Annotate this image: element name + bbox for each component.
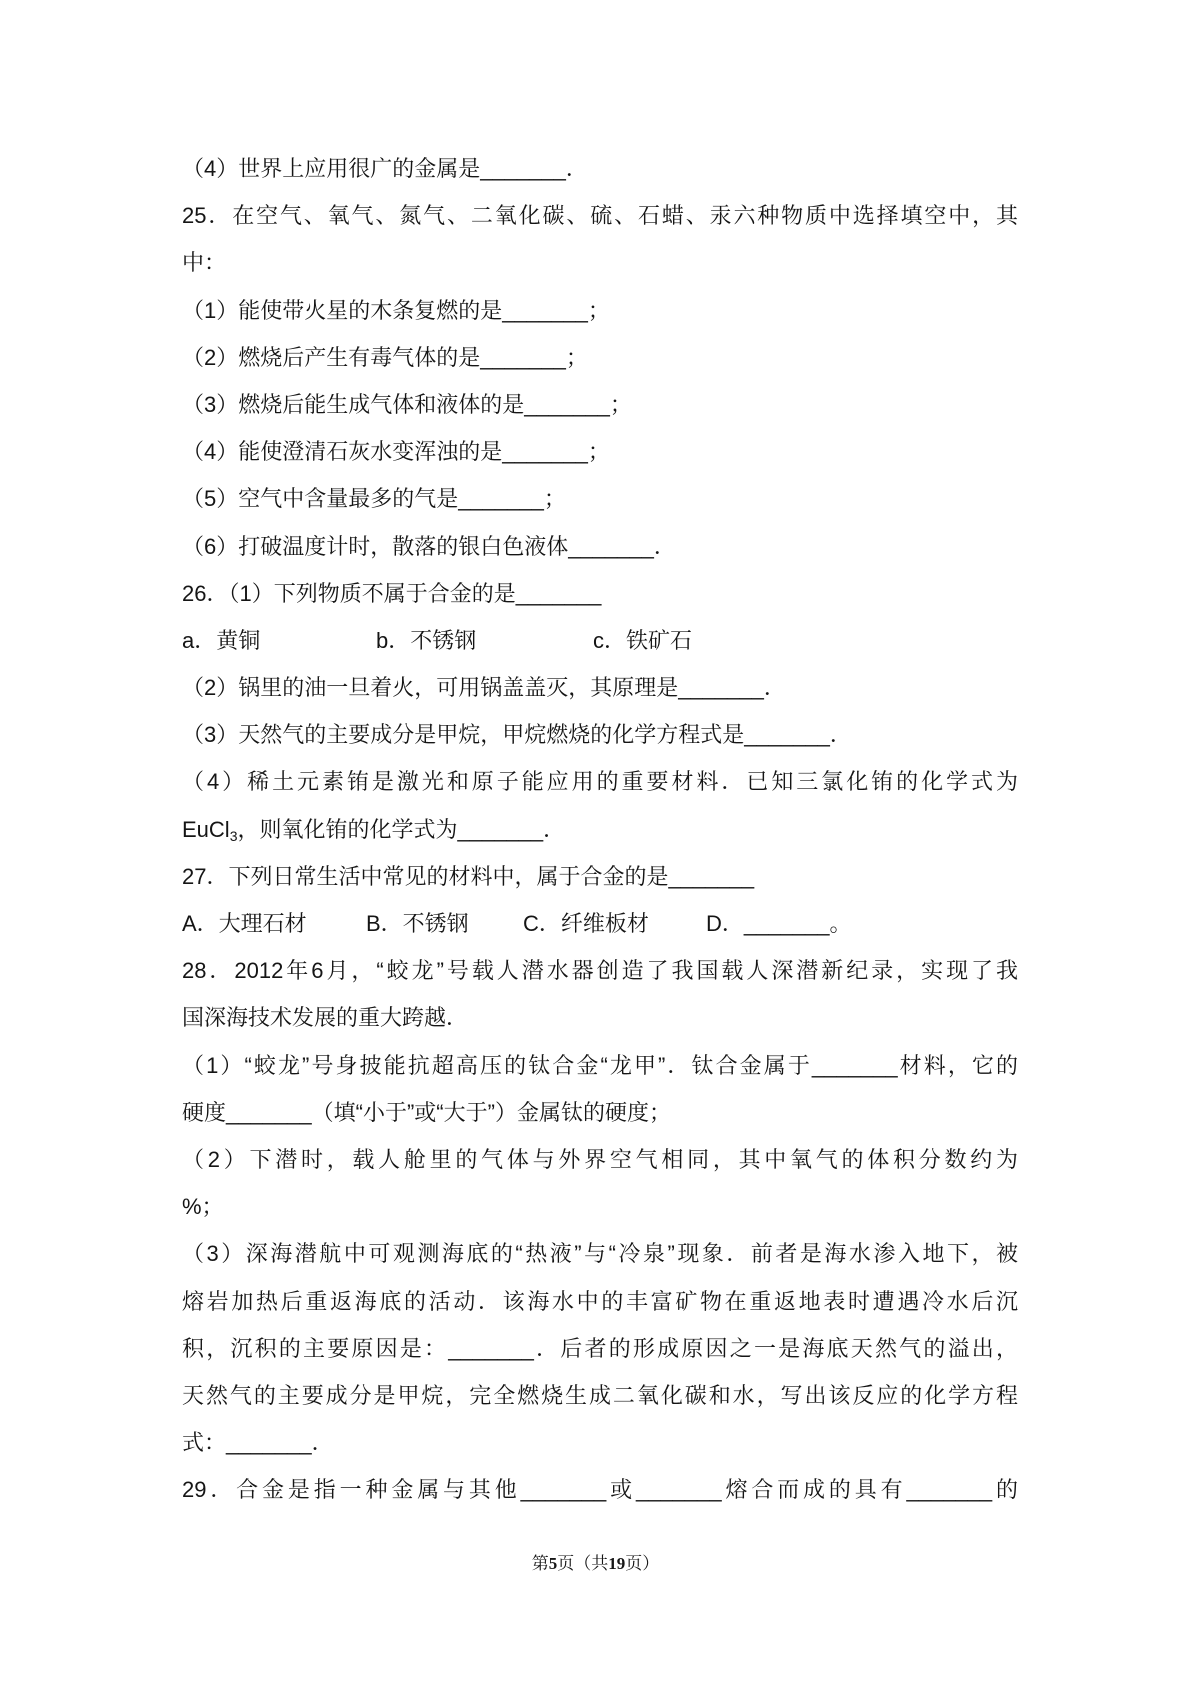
q27-stem: 27．下列日常生活中常见的材料中，属于合金的是_______: [182, 863, 755, 889]
q27-option-b: B．不锈钢: [366, 911, 469, 936]
formula-eucl3-subscript: 3: [229, 827, 238, 844]
q28-part3-line5: 式：_______．: [182, 1430, 334, 1456]
q25-part2: （2）燃烧后产生有毒气体的是_______；: [182, 344, 588, 370]
q26-part2: （2）锅里的油一旦着火，可用锅盖盖灭，其原理是_______．: [182, 675, 786, 701]
footer-middle: 页（共: [557, 1554, 609, 1573]
footer-total-pages: 19: [608, 1554, 626, 1573]
q26-part1: 26．（1）下列物质不属于合金的是_______: [182, 580, 602, 606]
footer-prefix: 第: [531, 1554, 549, 1573]
q28-stem-line2: 国深海技术发展的重大跨越．: [182, 1005, 469, 1031]
q28-part1-line1: （1）“蛟龙”号身披能抗超高压的钛合金“龙甲”．钛合金属于_______材料，它的: [182, 1052, 1018, 1078]
q28-part2-line2: %；: [182, 1194, 224, 1220]
q28-part3-line1: （3）深海潜航中可观测海底的“热液”与“冷泉”现象．前者是海水渗入地下，被: [182, 1241, 1018, 1267]
q27-options: [182, 900, 1018, 947]
q25-stem-line2: 中：: [182, 250, 227, 276]
q27-option-d: D．_______。: [706, 911, 852, 936]
q25-part3: （3）燃烧后能生成气体和液体的是_______；: [182, 391, 632, 417]
q25-part1: （1）能使带火星的木条复燃的是_______；: [182, 297, 610, 323]
q25-part5: （5）空气中含量最多的气是_______；: [182, 486, 566, 512]
q27-option-a: A．大理石材: [182, 911, 307, 936]
q25-part6: （6）打破温度计时，散落的银白色液体_______．: [182, 533, 676, 559]
q28-stem-line1: 28．2012年6月，“蛟龙”号载人潜水器创造了我国载人深潜新纪录，实现了我: [182, 958, 1018, 984]
q28-part1-line2: 硬度_______（填“小于”或“大于”）金属钛的硬度；: [182, 1099, 671, 1125]
footer-page-number: 5: [548, 1554, 558, 1573]
q26-part4-line2-text: ，则氧化铕的化学式为_______．: [237, 816, 566, 842]
q28-part3-line4: 天然气的主要成分是甲烷，完全燃烧生成二氧化碳和水，写出该反应的化学方程: [182, 1382, 1018, 1408]
page-footer: [0, 1550, 1191, 1578]
q28-part3-line2: 熔岩加热后重返海底的活动．该海水中的丰富矿物在重返地表时遭遇冷水后沉: [182, 1288, 1018, 1314]
q28-part3-line3: 积，沉积的主要原因是：_______．后者的形成原因之一是海底天然气的溢出，: [182, 1335, 1018, 1361]
q26-part4-line1: （4）稀土元素铕是激光和原子能应用的重要材料．已知三氯化铕的化学式为: [182, 769, 1018, 795]
document-body: [182, 145, 1018, 1513]
q26-part4-line2: [182, 806, 1018, 853]
q25-stem-line1: 25．在空气、氧气、氮气、二氧化碳、硫、石蜡、汞六种物质中选择填空中，其: [182, 203, 1018, 229]
q29-stem: 29．合金是指一种金属与其他_______或_______熔合而成的具有_______的: [182, 1477, 1018, 1503]
q25-part4: （4）能使澄清石灰水变浑浊的是_______；: [182, 439, 610, 465]
q26-options: [182, 617, 1018, 664]
q27-option-c: C．纤维板材: [523, 911, 649, 936]
footer-suffix: 页）: [625, 1554, 660, 1573]
q26-part3: （3）天然气的主要成分是甲烷，甲烷燃烧的化学方程式是_______．: [182, 722, 852, 748]
formula-eucl3-base: EuCl: [182, 816, 230, 842]
q28-part2-line1: （2）下潜时，载人舱里的气体与外界空气相同，其中氧气的体积分数约为: [182, 1146, 1018, 1172]
q26-option-c: c．铁矿石: [593, 627, 693, 653]
q26-option-a: a．黄铜: [182, 627, 261, 653]
q24-part4: （4）世界上应用很广的金属是_______．: [182, 156, 588, 181]
q26-option-b: b．不锈钢: [376, 627, 477, 653]
